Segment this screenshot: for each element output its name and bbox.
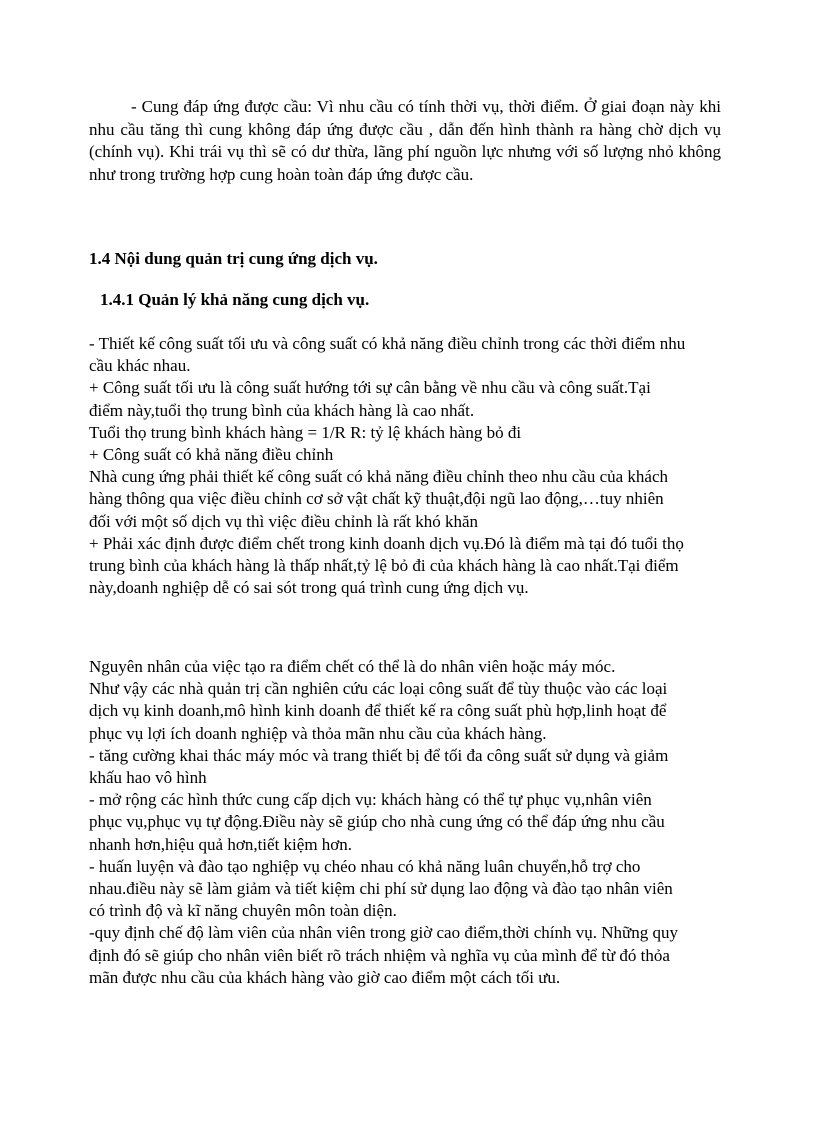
formula-line: Tuổi thọ trung bình khách hàng = 1/R R: tỷ lệ khách hàng bỏ đi — [89, 422, 522, 442]
paragraph: - Thiết kế công suất tối ưu và công suất có khả năng điều chỉnh trong các thời điểm nhu cầu khác nhau. — [89, 334, 686, 376]
paragraph: -quy định chế độ làm viên của nhân viên trong giờ cao điểm,thời chính vụ. Những quy định đó sẽ giúp cho nhân viên biết rõ trách nhiệm và nghĩa vụ của mình để từ đó thỏa mãn được nhu cầu của khách hàng vào giờ cao điểm một cách tối ưu. — [89, 923, 679, 987]
paragraph: Nguyên nhân của việc tạo ra điểm chết có thể là do nhân viên hoặc máy móc. — [89, 657, 616, 676]
section-heading: 1.4 Nội dung quản trị cung ứng dịch vụ. — [89, 249, 378, 268]
paragraph: - huấn luyện và đào tạo nghiệp vụ chéo nhau có khả năng luân chuyển,hỗ trợ cho nhau.điều này sẽ làm giảm và tiết kiệm chi phí sử dụng lao động và đào tạo nhân viên có trình độ và kĩ năng chuyên môn toàn diện. — [89, 856, 673, 921]
intro-paragraph: - Cung đáp ứng được cầu: Vì nhu cầu có tính thời vụ, thời điểm. Ở giai đoạn này khi nhu cầu tăng thì cung không đáp ứng được cầu , dẫn đến hình thành ra hàng chờ dịch vụ (chính vụ). Khi trái vụ thì sẽ có dư thừa, lãng phí nguồn lực nhưng với số lượng nhỏ không như trong trường hợp cung hoàn toàn đáp ứng được cầu. — [89, 97, 721, 184]
paragraph: Nhà cung ứng phải thiết kế công suất có khả năng điều chỉnh theo nhu cầu của khách hàng thông qua việc điều chỉnh cơ sở vật chất kỹ thuật,đội ngũ lao động,…tuy nhiên đối với một số dịch vụ thì việc điều chỉnh là rất khó khăn — [89, 467, 669, 531]
paragraph: - tăng cường khai thác máy móc và trang thiết bị để tối đa công suất sử dụng và giảm khấu hao vô hình — [89, 745, 669, 788]
dead-point-block — [89, 656, 689, 989]
subsection-heading: 1.4.1 Quản lý khả năng cung dịch vụ. — [100, 290, 370, 309]
paragraph: - mở rộng các hình thức cung cấp dịch vụ: khách hàng có thể tự phục vụ,nhân viên phục vụ,phục vụ tự động.Điều này sẽ giúp cho nhà cung ứng có thể đáp ứng nhu cầu nhanh hơn,hiệu quả hơn,tiết kiệm hơn. — [89, 790, 665, 854]
paragraph: + Công suất có khả năng điều chỉnh — [89, 445, 334, 465]
paragraph: Như vậy các nhà quản trị cần nghiên cứu các loại công suất để tùy thuộc vào các loại dịch vụ kinh doanh,mô hình kinh doanh để thiết kế ra công suất phù hợp,linh hoạt để phục vụ lợi ích doanh nghiệp và thỏa mãn nhu cầu của khách hàng. — [89, 679, 668, 743]
paragraph: + Công suất tối ưu là công suất hướng tới sự cân bằng về nhu cầu và công suất.Tại điểm này,tuổi thọ trung bình của khách hàng là cao nhất. — [89, 378, 651, 420]
capacity-design-block — [89, 333, 689, 599]
paragraph: + Phải xác định được điểm chết trong kinh doanh dịch vụ.Đó là điểm mà tại đó tuổi thọ trung bình của khách hàng là thấp nhất,tỷ lệ bỏ đi của khách hàng là cao nhất.Tại điểm này,doanh nghiệp dễ có sai sót trong quá trình cung ứng dịch vụ. — [89, 533, 684, 598]
